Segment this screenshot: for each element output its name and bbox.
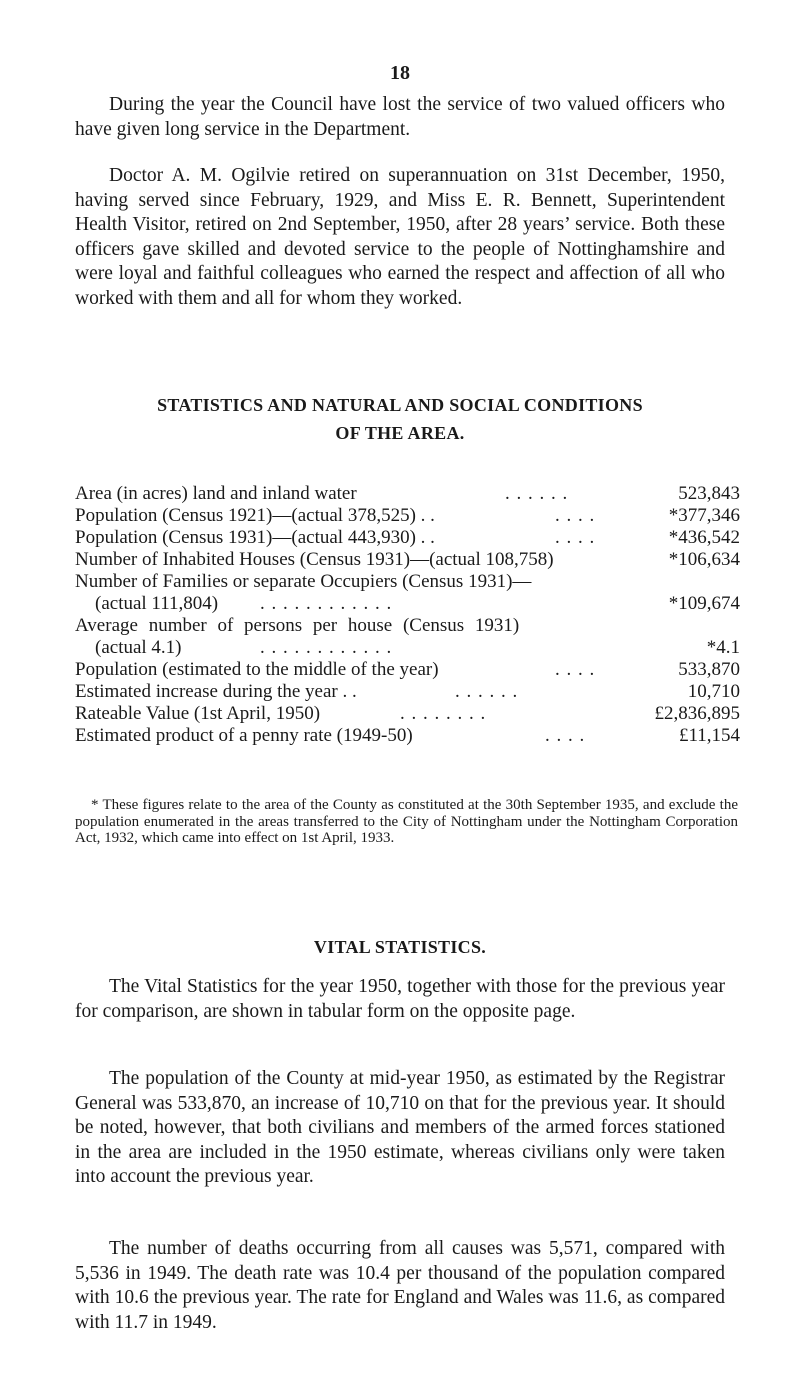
leader-dots: . . . . . . . . . . . . [260, 593, 393, 614]
stat-value: 533,870 [678, 659, 740, 680]
stat-row-population-estimate [75, 659, 740, 681]
leader-dots: . . . . [545, 725, 586, 746]
statistics-table [75, 483, 740, 747]
intro-paragraph-2: Doctor A. M. Ogilvie retired on superannuation on 31st December, 1950, having served since February, 1929, and Miss E. R. Bennett, Superintendent Health Visitor, retired on 2nd September, 1950, after 28 years’ service. Both these officers gave skilled and devoted service to the people of Nottinghamshire and were loyal and faithful colleagues who earned the respect and affection of all who worked with them and all for whom they worked. [75, 165, 725, 309]
stat-label: Area (in acres) land and inland water [75, 483, 357, 504]
stat-value: *4.1 [706, 637, 740, 658]
stat-row-inhabited-houses [75, 549, 740, 571]
stat-label: Estimated increase during the year . . [75, 681, 357, 702]
stat-row-penny-rate [75, 725, 740, 747]
stat-row-families-heading [75, 571, 740, 593]
leader-dots: . . . . . . [505, 483, 569, 504]
vital-paragraph-1: The Vital Statistics for the year 1950, together with those for the previous year for comparison, are shown in tabular form on the opposite page. [75, 976, 725, 1022]
stat-value: 523,843 [678, 483, 740, 504]
leader-dots: . . . . [555, 505, 596, 526]
stat-label: Number of Families or separate Occupiers (Census 1931)— [75, 571, 532, 592]
stat-label: Population (estimated to the middle of the year) [75, 659, 439, 680]
vital-paragraph-2: The population of the County at mid-year 1950, as estimated by the Registrar General was 533,870, an increase of 10,710 on that for the previous year. It should be noted, however, that both civilians and members of the armed forces stationed in the area are included in the 1950 estimate, whereas civilians only were taken into account the previous year. [75, 1068, 725, 1187]
stat-label: (actual 4.1) [95, 637, 182, 658]
stat-label: Average number of persons per house (Census 1931) [75, 615, 520, 636]
stat-label: Estimated product of a penny rate (1949-50) [75, 725, 413, 746]
leader-dots: . . . . [555, 527, 596, 548]
stat-row-population-1931 [75, 527, 740, 549]
stat-value: *377,346 [668, 505, 740, 526]
stat-value: *106,634 [668, 549, 740, 570]
stat-row-increase [75, 681, 740, 703]
stat-row-persons [75, 637, 740, 659]
leader-dots: . . . . . . . . . . . . [260, 637, 393, 658]
stat-label: Rateable Value (1st April, 1950) [75, 703, 321, 724]
intro-paragraph-1: During the year the Council have lost the service of two valued officers who have given long service in the Department. [75, 94, 725, 140]
stat-row-area [75, 483, 740, 505]
leader-dots: . . . . . . . . [400, 703, 487, 724]
stat-label: Population (Census 1921)—(actual 378,525) . . [75, 505, 435, 526]
stat-label: (actual 111,804) [95, 593, 219, 614]
vital-paragraph-3: The number of deaths occurring from all causes was 5,571, compared with 5,536 in 1949. The death rate was 10.4 per thousand of the population compared with 10.6 the previous year. The rate for England and Wales was 11.6, as compared with 11.7 in 1949. [75, 1238, 725, 1333]
statistics-heading-line-1: STATISTICS AND NATURAL AND SOCIAL CONDITIONS [157, 395, 643, 415]
leader-dots: . . . . . . [455, 681, 519, 702]
statistics-footnote: * These figures relate to the area of the County as constituted at the 30th September 1935, and exclude the population enumerated in the areas transferred to the City of Nottingham under the Nottingham Corporation Act, 1932, which came into effect on 1st April, 1933. [75, 797, 738, 846]
stat-row-rateable-value [75, 703, 740, 725]
stat-row-persons-heading [75, 615, 740, 637]
stat-value: £2,836,895 [654, 703, 740, 724]
stat-value: £11,154 [678, 725, 740, 746]
stat-row-population-1921 [75, 505, 740, 527]
stat-value: 10,710 [687, 681, 740, 702]
stat-value: *436,542 [668, 527, 740, 548]
stat-row-families [75, 593, 740, 615]
page-number: 18 [390, 62, 410, 84]
statistics-heading-line-2: OF THE AREA. [335, 423, 465, 443]
stat-label: Number of Inhabited Houses (Census 1931)—(actual 108,758) [75, 549, 554, 570]
stat-value: *109,674 [668, 593, 740, 614]
stat-label: Population (Census 1931)—(actual 443,930) . . [75, 527, 435, 548]
leader-dots: . . . . [555, 659, 596, 680]
vital-statistics-heading: VITAL STATISTICS. [313, 937, 487, 957]
